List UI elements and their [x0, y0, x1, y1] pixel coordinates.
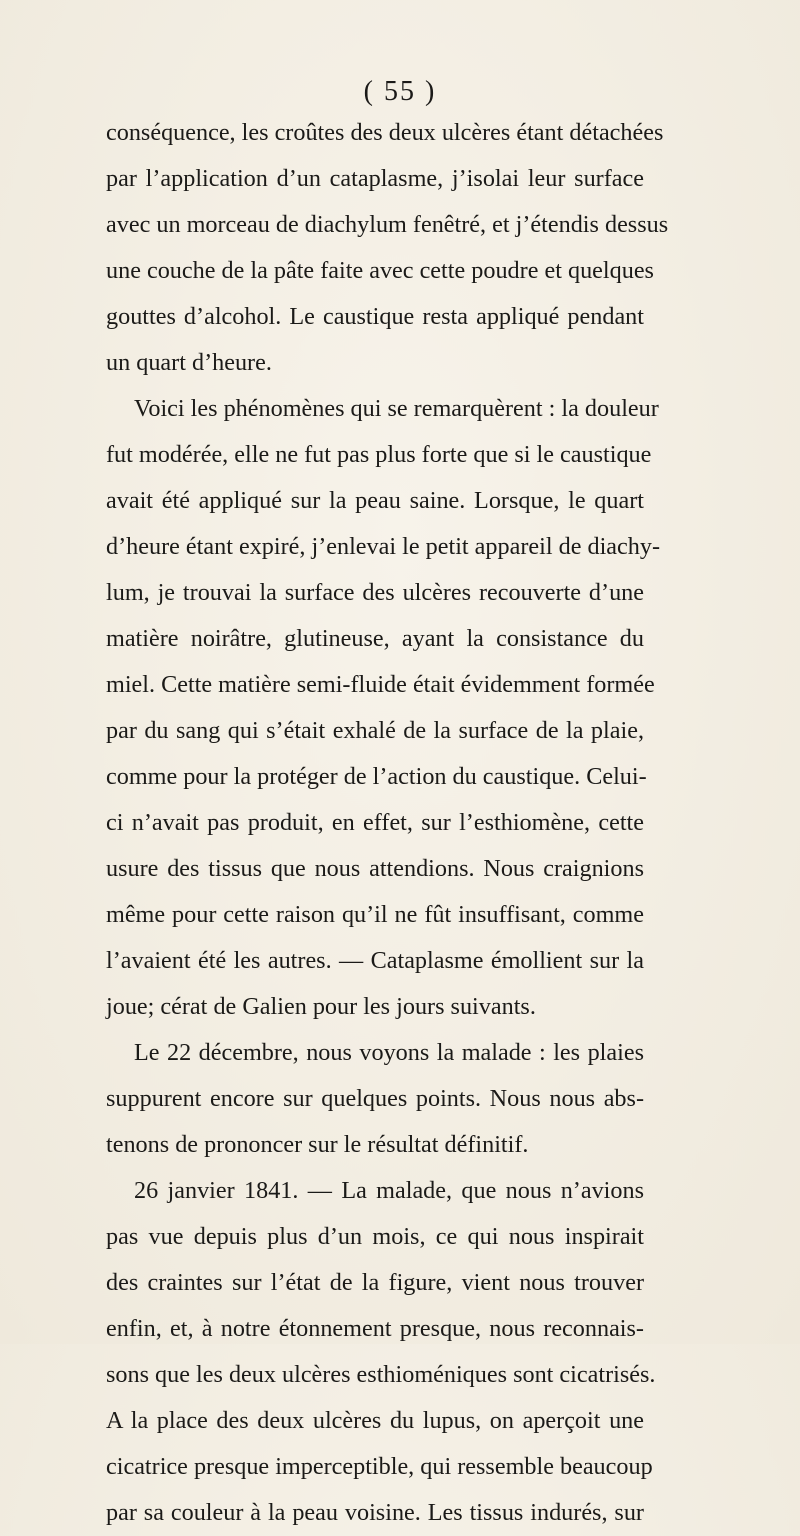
text-line: Voici les phénomènes qui se remarquèrent : la douleur [134, 395, 659, 422]
text-line: des craintes sur l’état de la figure, vient nous trouver [106, 1269, 644, 1296]
text-line: miel. Cette matière semi-fluide était évidemment formée [106, 671, 655, 698]
text-line: pas vue depuis plus d’un mois, ce qui nous inspirait [106, 1223, 644, 1250]
text-line: une couche de la pâte faite avec cette poudre et quelques [106, 257, 654, 284]
text-line: d’heure étant expiré, j’enlevai le petit appareil de diachy- [106, 533, 661, 560]
text-line: comme pour la protéger de l’action du caustique. Celui- [106, 763, 647, 790]
text-line: avec un morceau de diachylum fenêtré, et j’étendis dessus [106, 211, 669, 238]
text-line: par sa couleur à la peau voisine. Les tissus indurés, sur [106, 1499, 644, 1526]
text-line: joue; cérat de Galien pour les jours suivants. [106, 993, 536, 1020]
text-line: l’avaient été les autres. — Cataplasme émollient sur la [106, 947, 644, 974]
text-line: enfin, et, à notre étonnement presque, nous reconnais- [106, 1315, 644, 1342]
text-line: gouttes d’alcohol. Le caustique resta appliqué pendant [106, 303, 644, 330]
body-text [106, 110, 669, 1536]
text-line: sons que les deux ulcères esthioméniques sont cicatrisés. [106, 1361, 656, 1388]
text-line: 26 janvier 1841. — La malade, que nous n’avions [134, 1177, 644, 1204]
text-line: A la place des deux ulcères du lupus, on aperçoit une [106, 1407, 644, 1434]
page-number: ( 55 ) [363, 76, 437, 107]
text-line: matière noirâtre, glutineuse, ayant la consistance du [106, 625, 644, 652]
text-line: lum, je trouvai la surface des ulcères recouverte d’une [106, 579, 644, 606]
text-line: cicatrice presque imperceptible, qui ressemble beaucoup [106, 1453, 653, 1480]
text-line: conséquence, les croûtes des deux ulcères étant détachées [106, 119, 664, 146]
text-line: fut modérée, elle ne fut pas plus forte que si le caustique [106, 441, 652, 468]
text-line: usure des tissus que nous attendions. Nous craignions [106, 855, 644, 882]
text-line: avait été appliqué sur la peau saine. Lorsque, le quart [106, 487, 644, 514]
text-line: Le 22 décembre, nous voyons la malade : les plaies [134, 1039, 644, 1066]
text-line: par l’application d’un cataplasme, j’isolai leur surface [106, 165, 644, 192]
text-line: ci n’avait pas produit, en effet, sur l’esthiomène, cette [106, 809, 644, 836]
text-line: suppurent encore sur quelques points. Nous nous abs- [106, 1085, 644, 1112]
text-line: tenons de prononcer sur le résultat définitif. [106, 1131, 529, 1158]
text-line: un quart d’heure. [106, 349, 272, 376]
text-line: même pour cette raison qu’il ne fût insuffisant, comme [106, 901, 644, 928]
text-line: par du sang qui s’était exhalé de la surface de la plaie, [106, 717, 644, 744]
